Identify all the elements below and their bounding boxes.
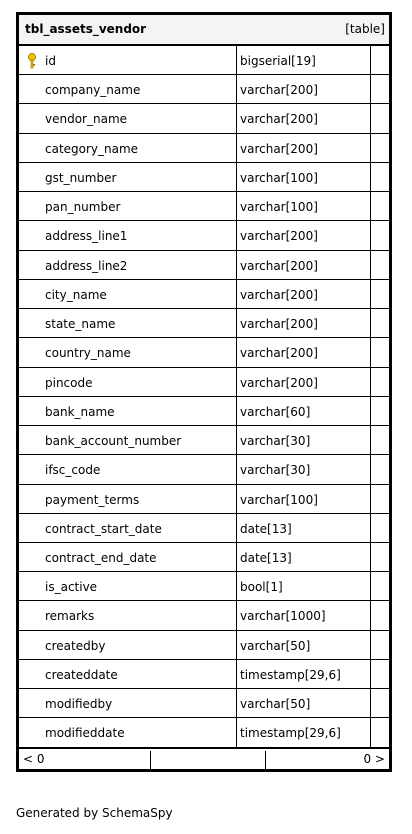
- column-type-cell: [237, 543, 371, 571]
- column-type: date[13]: [240, 550, 292, 565]
- column-name: vendor_name: [45, 112, 128, 127]
- column-row[interactable]: [19, 368, 389, 397]
- column-name-cell: [19, 280, 237, 308]
- table-name[interactable]: tbl_assets_vendor: [25, 22, 147, 36]
- column-name-cell: [19, 104, 237, 132]
- column-row[interactable]: [19, 689, 389, 718]
- column-name: state_name: [45, 317, 116, 332]
- footer-divider: [150, 751, 151, 770]
- column-name: category_name: [45, 141, 139, 156]
- column-type-cell: [237, 368, 371, 396]
- column-name-cell: [19, 46, 237, 74]
- parent-count[interactable]: < 0: [23, 752, 45, 766]
- column-type: timestamp[29,6]: [240, 667, 341, 682]
- column-list: [19, 46, 389, 748]
- column-name-cell: [19, 455, 237, 483]
- column-row[interactable]: [19, 514, 389, 543]
- column-name: bank_account_number: [45, 434, 182, 449]
- column-row[interactable]: [19, 543, 389, 572]
- column-type-cell: [237, 134, 371, 162]
- column-name: createdby: [45, 638, 106, 653]
- column-row[interactable]: [19, 397, 389, 426]
- column-name: pan_number: [45, 200, 121, 215]
- column-row[interactable]: [19, 426, 389, 455]
- column-row[interactable]: [19, 251, 389, 280]
- column-type: varchar[200]: [240, 375, 318, 390]
- column-type-cell: [237, 514, 371, 542]
- column-type: varchar[200]: [240, 317, 318, 332]
- column-name-cell: [19, 718, 237, 746]
- column-name-cell: [19, 543, 237, 571]
- column-type: varchar[200]: [240, 83, 318, 98]
- column-type-cell: [237, 192, 371, 220]
- column-name: country_name: [45, 346, 131, 361]
- column-name-cell: [19, 338, 237, 366]
- column-name-cell: [19, 163, 237, 191]
- table-header: [19, 15, 389, 46]
- column-row[interactable]: [19, 309, 389, 338]
- column-row[interactable]: [19, 46, 389, 75]
- column-name-cell: [19, 572, 237, 600]
- column-type: varchar[50]: [240, 697, 311, 712]
- column-type: varchar[30]: [240, 434, 311, 449]
- column-row[interactable]: [19, 163, 389, 192]
- table-box: [16, 12, 392, 772]
- column-name-cell: [19, 251, 237, 279]
- column-type: varchar[60]: [240, 404, 311, 419]
- column-name-cell: [19, 514, 237, 542]
- column-name: is_active: [45, 580, 98, 595]
- primary-key-icon: [27, 53, 37, 69]
- column-row[interactable]: [19, 485, 389, 514]
- column-type-cell: [237, 338, 371, 366]
- column-type: bool[1]: [240, 580, 283, 595]
- column-name: ifsc_code: [45, 463, 101, 478]
- column-type: varchar[200]: [240, 346, 318, 361]
- column-name-cell: [19, 192, 237, 220]
- table-footer: [19, 748, 389, 769]
- column-type: varchar[200]: [240, 258, 318, 273]
- column-type-cell: [237, 397, 371, 425]
- column-name: remarks: [45, 609, 95, 624]
- column-type: varchar[200]: [240, 141, 318, 156]
- column-name: payment_terms: [45, 492, 140, 507]
- column-row[interactable]: [19, 718, 389, 747]
- column-name: pincode: [45, 375, 93, 390]
- column-row[interactable]: [19, 631, 389, 660]
- column-row[interactable]: [19, 572, 389, 601]
- column-type-cell: [237, 718, 371, 746]
- column-type-cell: [237, 631, 371, 659]
- column-row[interactable]: [19, 660, 389, 689]
- column-type: varchar[100]: [240, 492, 318, 507]
- column-name-cell: [19, 75, 237, 103]
- column-type-cell: [237, 251, 371, 279]
- column-name: modifieddate: [45, 726, 125, 741]
- column-type-cell: [237, 221, 371, 249]
- column-name-cell: [19, 309, 237, 337]
- column-type-cell: [237, 46, 371, 74]
- column-type-cell: [237, 660, 371, 688]
- column-row[interactable]: [19, 104, 389, 133]
- column-name-cell: [19, 485, 237, 513]
- column-type-cell: [237, 689, 371, 717]
- column-type: varchar[200]: [240, 229, 318, 244]
- table-kind: [table]: [345, 22, 385, 36]
- column-row[interactable]: [19, 192, 389, 221]
- column-name: contract_end_date: [45, 550, 157, 565]
- column-type: varchar[50]: [240, 638, 311, 653]
- column-type-cell: [237, 163, 371, 191]
- column-type-cell: [237, 75, 371, 103]
- column-name: address_line2: [45, 258, 128, 273]
- column-type: varchar[30]: [240, 463, 311, 478]
- column-type-cell: [237, 426, 371, 454]
- column-row[interactable]: [19, 134, 389, 163]
- column-name-cell: [19, 660, 237, 688]
- column-row[interactable]: [19, 221, 389, 250]
- column-type-cell: [237, 280, 371, 308]
- column-type-cell: [237, 309, 371, 337]
- child-count[interactable]: 0 >: [363, 752, 385, 766]
- column-row[interactable]: [19, 455, 389, 484]
- column-type-cell: [237, 485, 371, 513]
- column-name-cell: [19, 631, 237, 659]
- column-name-cell: [19, 221, 237, 249]
- column-type: varchar[100]: [240, 200, 318, 215]
- column-row[interactable]: [19, 601, 389, 630]
- column-type-cell: [237, 601, 371, 629]
- column-name: createddate: [45, 667, 118, 682]
- column-name: modifiedby: [45, 697, 113, 712]
- column-row[interactable]: [19, 338, 389, 367]
- column-type-cell: [237, 455, 371, 483]
- column-name: bank_name: [45, 404, 115, 419]
- column-type: date[13]: [240, 521, 292, 536]
- column-name: address_line1: [45, 229, 128, 244]
- footer-divider: [265, 751, 266, 770]
- column-name-cell: [19, 134, 237, 162]
- column-type: bigserial[19]: [240, 54, 316, 68]
- column-name-cell: [19, 601, 237, 629]
- column-row[interactable]: [19, 280, 389, 309]
- column-name: gst_number: [45, 170, 117, 185]
- column-type: varchar[1000]: [240, 609, 326, 624]
- column-type-cell: [237, 104, 371, 132]
- column-name-cell: [19, 368, 237, 396]
- column-name: city_name: [45, 287, 107, 302]
- column-type: varchar[100]: [240, 170, 318, 185]
- column-type: varchar[200]: [240, 287, 318, 302]
- column-name: id: [45, 54, 56, 68]
- column-name-cell: [19, 426, 237, 454]
- column-name-cell: [19, 397, 237, 425]
- column-name: contract_start_date: [45, 521, 162, 536]
- column-type: varchar[200]: [240, 112, 318, 127]
- column-row[interactable]: [19, 75, 389, 104]
- generated-by-text: Generated by SchemaSpy: [16, 806, 173, 820]
- column-type-cell: [237, 572, 371, 600]
- column-name: company_name: [45, 83, 141, 98]
- column-type: timestamp[29,6]: [240, 726, 341, 741]
- column-name-cell: [19, 689, 237, 717]
